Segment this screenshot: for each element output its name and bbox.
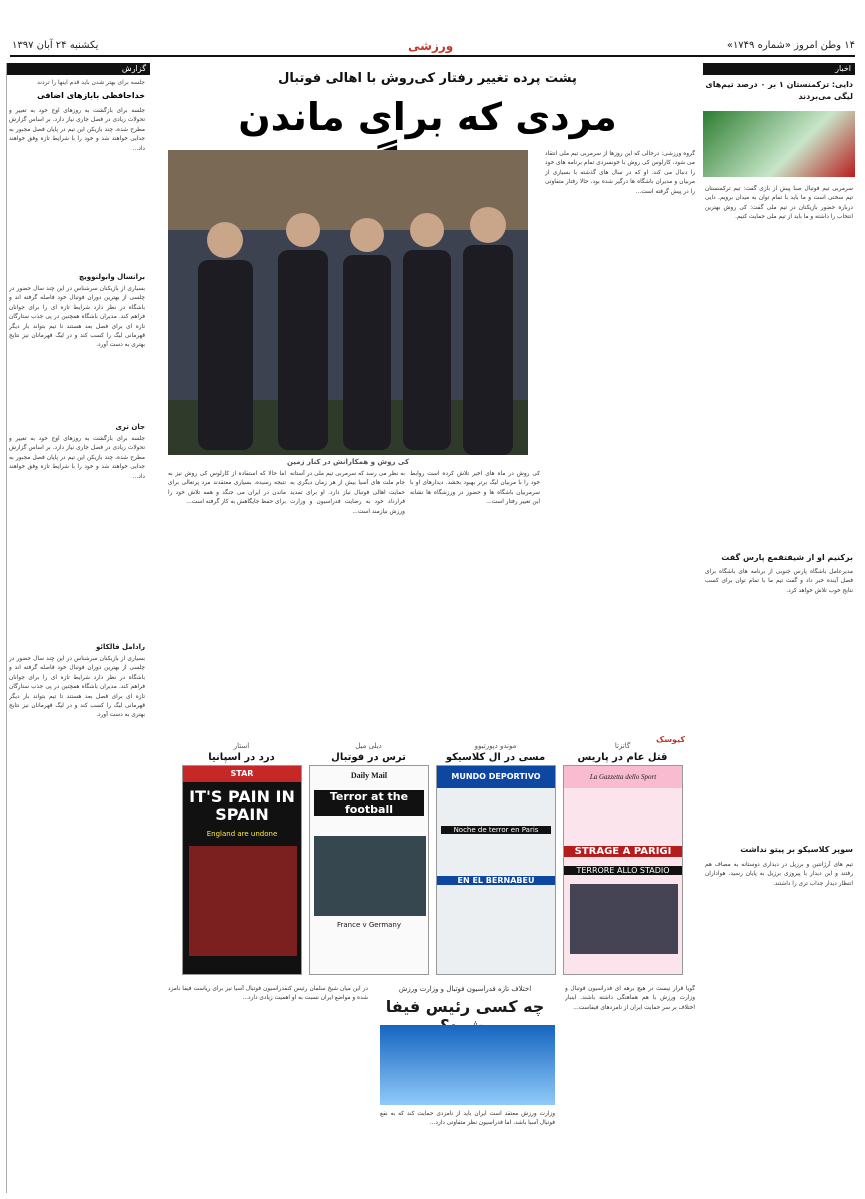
paper-3-cover [309,765,429,975]
bottom-col-c: در این میان شیخ سلمان رئیس کنفدراسیون فوتبال آسیا نیز برای ریاست فیفا نامزد شده و مواضع ایران نسبت به او اهمیت زیادی دارد... [168,986,368,1002]
main-kicker: پشت پرده تغییر رفتار کی‌روش با اهالی فوتبال [278,71,577,86]
main-photo [168,150,528,455]
left-body-2: بسیاری از بازیکنان سرشناس در این چند سال حضور در چلسی از بهترین دوران فوتبال خود فاصله گرفته اند و باشگاه در نظر دارد شرایط تازه ای را برای جوانان فراهم کند. مدیران باشگاه همچنین در پی جذب ستارگان تازه ای برای فصل بعد هستند تا تیم بتواند بار دیگر قهرمانی لیگ را کسب کند و در لیگ قهرمانان نیز نتایج بهتری به دست آورد. [9,286,145,349]
bottom-col-a: گویا قرار نیست در هیچ برهه ای فدراسیون فوتبال و وزارت ورزش با هم هماهنگی داشته باشند. اینبار اختلاف بر سر حمایت ایران از نامزدهای فیفاست... [565,986,695,1011]
paper-4-photo [189,846,297,956]
paper-2-country: موندو دپورتیوو [474,742,517,750]
right-body-1: سرمربی تیم فوتبال صبا پیش از بازی گفت: تیم ترکمنستان تیم سختی است و ما باید با تمام توان به میدان برویم. دایی درباره حضور بازیکنان در تیم ملی گفت: کی روش بهترین انتخاب را داشته و ما باید از تیم ملی حمایت کنیم. [705,186,853,221]
main-title: مردی که برای ماندن [238,95,617,139]
left-bar [7,63,150,75]
main-col-d: اما حالا که استفاده از کارلوس کی روش نیز به نتیجه رسیده، بسیاری معتقدند مرد پرتغالی برای ماندن در ایران می جنگد و همه تلاش خود را برای حفظ جایگاهش به کار گرفته است... [168,471,286,506]
left-body-3: جلسه برای بازگشت به روزهای اوج خود به تغییر و تحولات زیادی در فصل جاری نیاز دارد. بر اساس گزارش مطرح شده، چند بازیکن این تیم در پایان فصل مجبور به جدایی خواهند شد و خود را با شرایط تازه وفق خواهند داد... [9,436,145,480]
left-body-4: بسیاری از بازیکنان سرشناس در این چند سال حضور در چلسی از بهترین دوران فوتبال خود فاصله گرفته اند و باشگاه در نظر دارد شرایط تازه ای را برای جوانان فراهم کند. مدیران باشگاه همچنین در پی جذب ستارگان تازه ای برای فصل بعد هستند تا تیم بتواند بار دیگر قهرمانی لیگ را کسب کند و در لیگ قهرمانان نیز نتایج بهتری به دست آورد. [9,656,145,719]
right-photo [703,111,855,177]
left-intro: جلسه برای بهتر شدن باید قدم اینها را تردند [37,79,145,86]
bottom-col-b: وزارت ورزش معتقد است ایران باید از نامزدی حمایت کند که به نفع فوتبال آسیا باشد، اما فدراسیون نظر متفاوتی دارد... [380,1111,555,1127]
paper-4-banner: IT'S PAIN IN SPAIN [189,787,295,824]
kiosk-label: کیوسک [656,735,685,744]
photo-caption: کی روش و همکارانش در کنار زمین [286,458,410,466]
paper-2-cover [436,765,556,975]
bottom-title: چه کسی رئیس فیفا [385,997,545,1016]
bottom-photo [380,1025,555,1105]
paper-4-sub: England are undone [206,830,278,838]
right-column [703,63,855,1193]
main-col-c: به نظر می رسد که سرمربی تیم ملی در آستانه جام ملت های آسیا بیش از هر زمان دیگری به حمایت اهالی فوتبال نیاز دارد. او برای تمدید قرارداد خود به رضایت فدراسیون و وزارت ورزش نیازمند است... [290,471,405,515]
paper-1-photo [570,884,678,954]
right-headline-2: برکنیم او از شیفتقمع پارس گفت [721,553,853,562]
section-logo: ورزشی [408,39,454,53]
right-body-2: مدیرعامل باشگاه پارس جنوبی از برنامه های باشگاه برای فصل آینده خبر داد و گفت تیم ما با تمام توان برای کسب نتایج خوب تلاش خواهد کرد. [705,569,853,594]
main-col-a: گروه ورزشی: درحالی که این روزها از سرمربی تیم ملی انتقاد می شود، کارلوس کی روش با خونسردی تمام برنامه های خود را دنبال می کند. او که در سال های گذشته با بسیاری از مربیان و مدیران باشگاه ها درگیر شده بود، حالا رفتار متفاوتی را در پیش گرفته است... [545,151,695,195]
paper-3-name: Daily Mail [350,771,388,780]
paper-4-country: استار [233,742,250,750]
paper-2-sub: EN EL BERNABEU [437,876,555,885]
left-subhead-3: رادامل فالکائو [96,643,145,651]
paper-2-name: MUNDO DEPORTIVO [437,766,555,788]
header-rule [10,55,855,57]
right-bar-label: اخبار [835,64,851,73]
paper-3-banner: Terror at the football [314,790,424,816]
paper-1-headline: قتل عام در پاریس [577,752,668,763]
main-col-b: کی روش در ماه های اخیر تلاش کرده است روابط خود را با مربیان لیگ برتر بهبود بخشد. دیدارهای او با سرمربیان باشگاه ها و حضور در ورزشگاه ها نشانه این تغییر رفتار است... [410,471,540,506]
bottom-kicker: اختلاف تازه فدراسیون فوتبال و وزارت ورزش [398,985,532,993]
right-bar [703,63,855,75]
paper-1-name: La Gazzetta dello Sport [564,766,682,788]
paper-3-country: دیلی میل [355,742,382,750]
paper-2-banner: Noche de terror en Paris [441,826,551,834]
paper-1-cover [563,765,683,975]
paper-4-name: STAR [183,766,301,782]
right-body-3: تیم های آرژانتین و برزیل در دیداری دوستانه به مصاف هم رفتند و این دیدار با پیروزی برزیل به پایان رسید. هواداران انتظار دیدار جذاب تری را داشتند. [705,862,853,887]
page-number: ۱۴ وطن امروز «شماره ۱۷۴۹» [726,40,855,51]
left-subhead-2: جان تری [115,423,145,431]
paper-4-headline: درد در اسپانیا [208,752,275,763]
left-column [6,63,149,1193]
left-headline: خداحافظی بابازهای اضافی [37,91,145,100]
paper-4-cover [182,765,302,975]
issue-date: یکشنبه ۲۴ آبان ۱۳۹۷ [12,40,99,51]
paper-1-country: گاتزتا [614,742,631,750]
left-bar-label: گزارش [121,64,146,73]
paper-1-sub: TERRORE ALLO STADIO [564,866,682,875]
right-headline-3: سوپر کلاسیکو بر پیتو نداشت [740,845,853,854]
right-headline-1: دایی: ترکمنستان ۱ بر ۰ درصد تیم‌های لیگی می‌بردند [705,80,853,101]
paper-3-sub: France v Germany [336,921,402,929]
paper-1-banner: STRAGE A PARIGI [564,846,682,857]
staff-photo-illustration [168,150,528,455]
left-subhead-1: برانسال وابولنوویچ [79,273,145,281]
left-body: جلسه برای بازگشت به روزهای اوج خود به تغییر و تحولات زیادی در فصل جاری نیاز دارد. بر اساس گزارش مطرح شده، چند بازیکن این تیم در پایان فصل مجبور به جدایی خواهند شد و خود را با شرایط تازه وفق خواهند داد... [9,108,145,152]
paper-2-headline: مسی در ال کلاسیکو [445,752,546,763]
paper-3-headline: ترس در فوتبال [331,752,406,763]
paper-3-photo [314,836,426,916]
